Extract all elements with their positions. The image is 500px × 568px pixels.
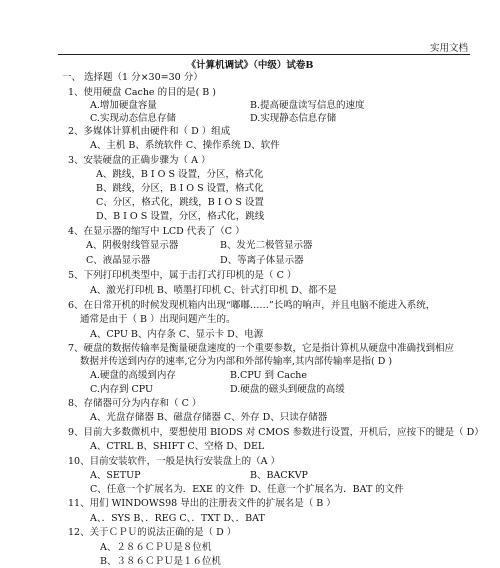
exam-line: 一、 选择题（1 分×30=30 分）	[62, 72, 203, 83]
exam-line: C、分区，格式化，跳线，B I O S 设置	[96, 197, 264, 208]
exam-line: 9、目前大多数微机中，要想使用 BIODS 对 CMOS 参数进行设置，开机后，应按下的键是（ D）	[68, 427, 484, 438]
exam-option: C、任意一个扩展名为．EXE 的文件	[90, 484, 245, 495]
exam-line: 7、硬盘的数据传输率是衡量硬盘速度的一个重要参数，它是指计算机从硬盘中准确找到相应	[68, 343, 455, 354]
exam-option: A、阴极射线管显示器	[86, 240, 179, 251]
exam-option: D.实现静态信息存储	[250, 113, 337, 124]
exam-line: 数据并传送到内存的速率,它分为内部和外部传输率,其内部传输率是指( D )	[80, 356, 393, 367]
exam-line: 3、安装硬盘的正确步骤为（ A ）	[68, 155, 211, 166]
exam-line: A、光盘存储器 B、磁盘存储器 C、外存 D、只读存储器	[90, 412, 328, 423]
exam-option: D、任意一个扩展名为．BAT 的文件	[250, 484, 404, 495]
exam-option: D.硬盘的磁头到硬盘的高缓	[230, 384, 345, 395]
header-rule	[58, 54, 470, 55]
exam-line: 10、目前安装软件，一般是执行安装盘上的（A ）	[68, 456, 280, 467]
exam-line: 2、多媒体计算机由硬件和（ D ）组成	[68, 126, 231, 137]
exam-option: A.硬盘的高缓到内存	[90, 370, 176, 381]
exam-line: 通常是由于（ B ）出现问题产生的。	[80, 314, 236, 325]
exam-line: A、主机 B、系统软件 C、操作系统 D、软件	[90, 140, 280, 151]
exam-line: 5、下列打印机类型中，属于击打式打印机的是（ C ）	[68, 270, 297, 281]
exam-option: D、等离子体显示器	[220, 255, 304, 266]
exam-line: D、B I O S 设置，分区，格式化，跳线	[96, 211, 265, 222]
exam-option: A.增加硬盘容量	[90, 100, 157, 111]
exam-line: B、３８６ＣＰＵ是１６位机	[100, 556, 221, 567]
exam-line: A、CTRL B、SHIFT C、空格 D、DEL	[90, 441, 265, 452]
exam-option: C.内存到 CPU	[90, 384, 153, 395]
exam-line: A、CPU B、内存条 C、显示卡 D、电源	[90, 329, 264, 340]
exam-line: A、跳线，B I O S 设置，分区，格式化	[96, 169, 264, 180]
exam-line: 8、存储器可分为内存和（ C ）	[68, 398, 202, 409]
exam-line: A、．SYS B、．REG C、．TXT D、．BAT	[90, 513, 265, 524]
exam-line: 4、在显示器的缩写中 LCD 代表了（C ）	[68, 226, 245, 237]
exam-option: B、BACKVP	[250, 470, 308, 481]
exam-option: B、发光二极管显示器	[220, 240, 313, 251]
exam-line: A、激光打印机 B、喷墨打印机 C、针式打印机 D、都不是	[90, 285, 337, 296]
exam-line: 12、关于ＣＰＵ的说法正确的是（ D ）	[68, 527, 237, 538]
exam-option: C.实现动态信息存储	[90, 113, 176, 124]
exam-line: 11、用们 WINDOWS98 导出的注册表文件的扩展名是（ B ）	[68, 498, 336, 509]
exam-line: A、２８６ＣＰＵ是８位机	[100, 542, 212, 553]
exam-option: A、SETUP	[90, 470, 141, 481]
exam-line: B、跳线，分区，B I O S 设置，格式化	[96, 183, 264, 194]
exam-line: 1、使用硬盘 Cache 的目的是( B )	[68, 87, 217, 98]
exam-line: 6、在日常开机的时候发现机箱内出现“嘟嘟……”长鸣的响声，并且电脑不能进入系统，	[68, 300, 436, 311]
exam-option: C、液晶显示器	[86, 255, 151, 266]
exam-option: B.CPU 到 Cache	[230, 370, 308, 381]
exam-title: 《计算机调试》（中级）试卷B	[186, 60, 314, 71]
exam-option: B.提高硬盘读写信息的速度	[250, 100, 365, 111]
header-label: 实用文档	[429, 43, 468, 54]
